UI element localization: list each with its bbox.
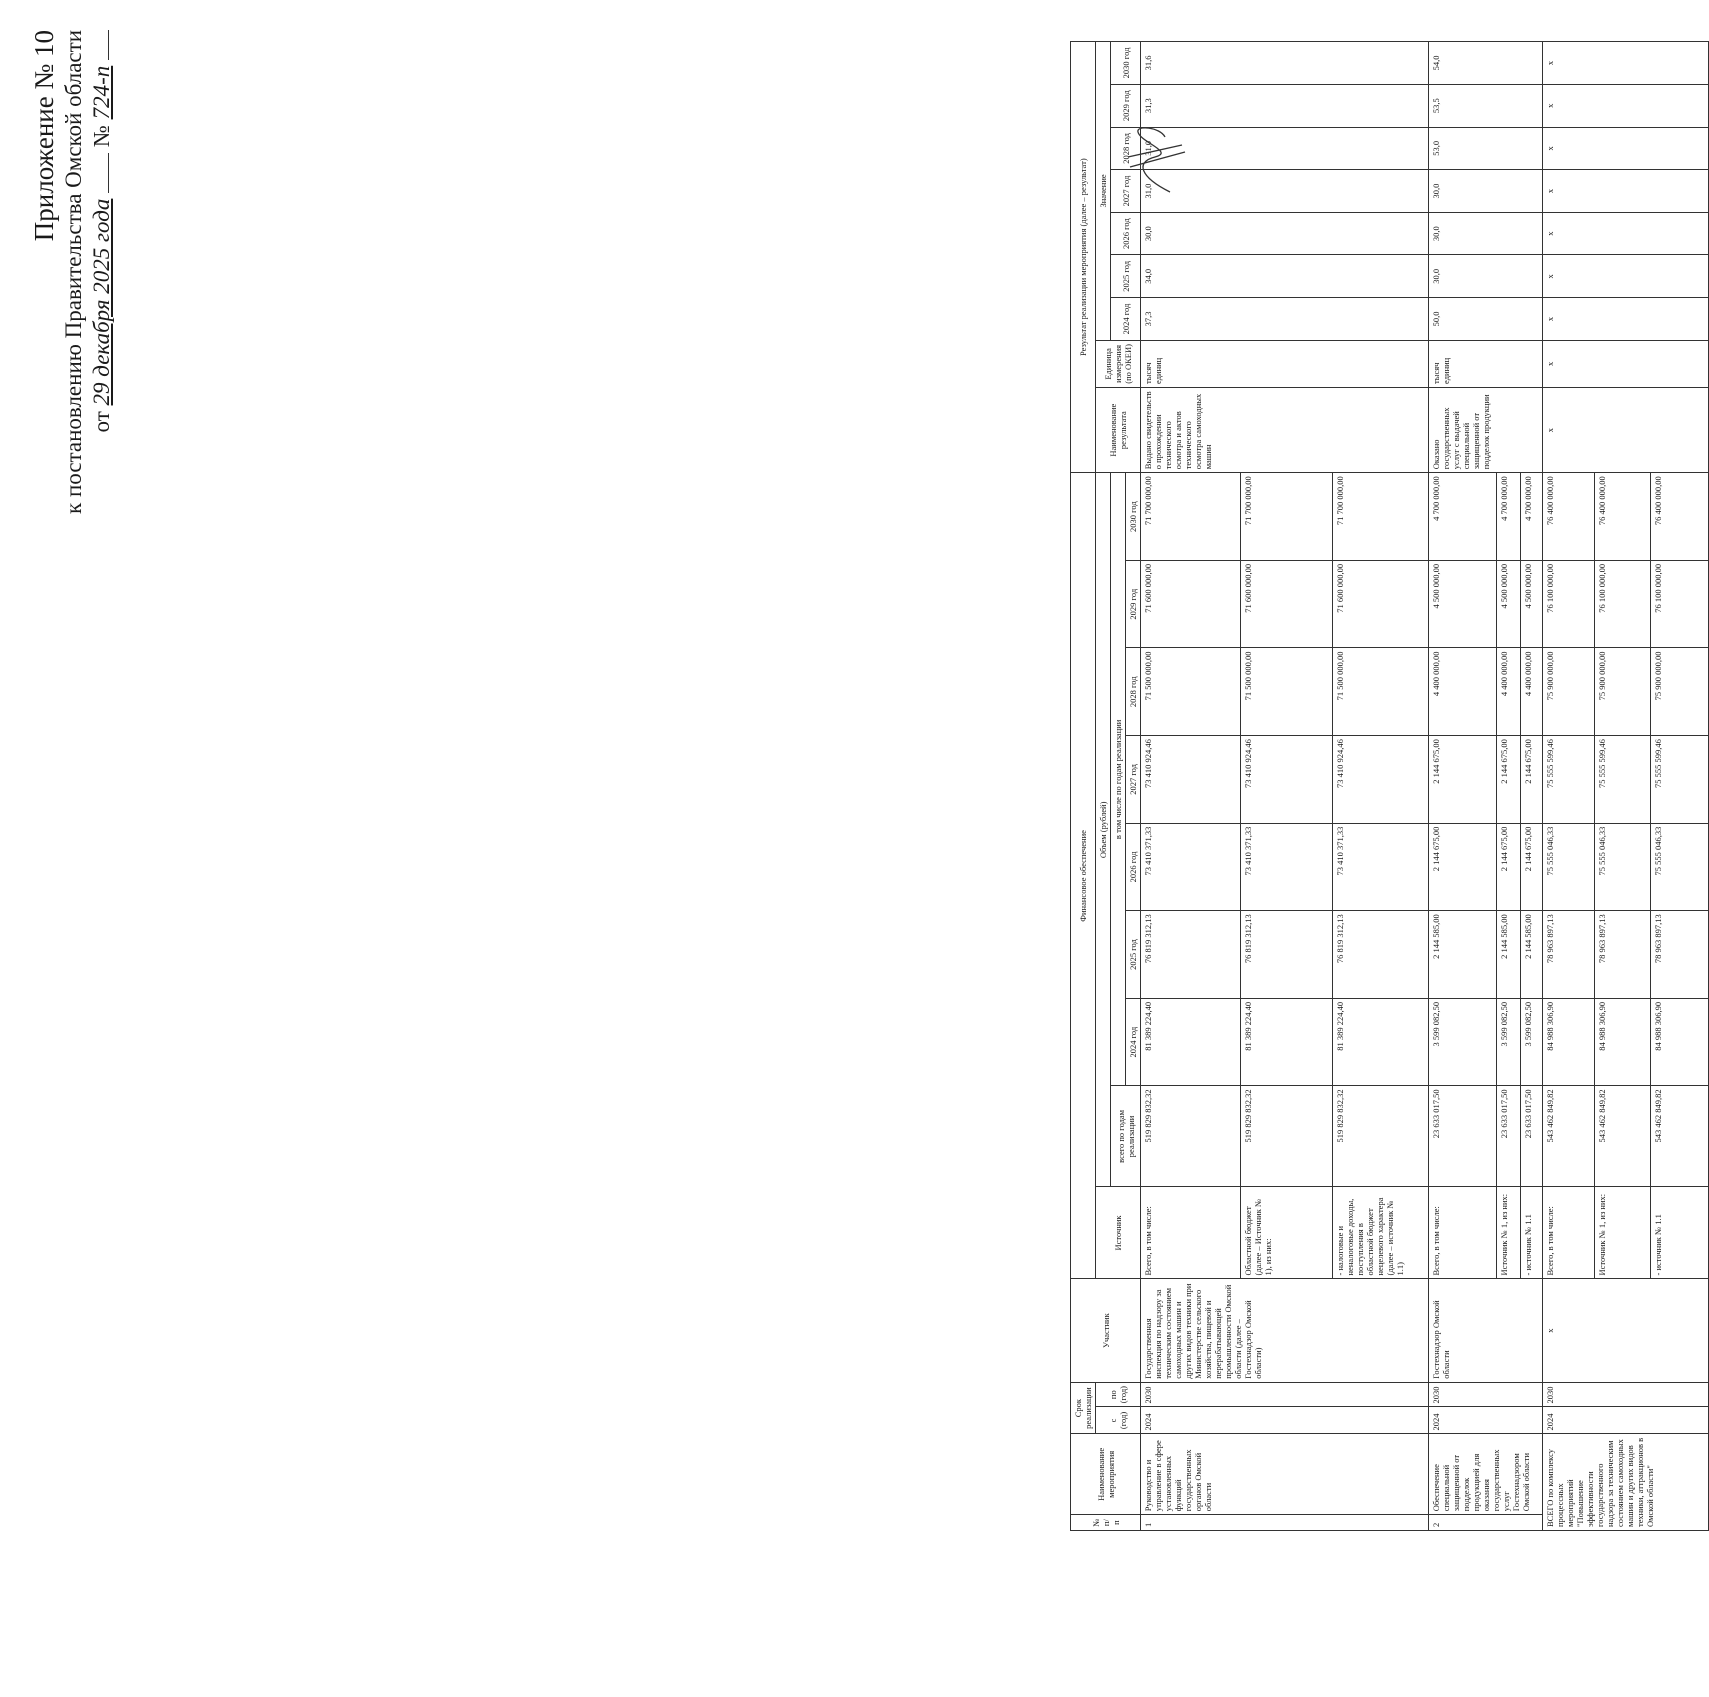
year-amount: 75 555 046,33 [1543,823,1595,911]
year-amount: 4 400 000,00 [1497,648,1521,736]
source: Источник № 1, из них: [1497,1187,1521,1279]
year-amount: 76 819 312,13 [1141,911,1241,999]
year-amount: 4 500 000,00 [1429,560,1497,648]
th-participant: Участник [1071,1279,1141,1382]
appendix-title: Приложение № 10 [29,30,59,242]
th-year-value: 2026 год [1111,212,1141,255]
year-amount: 71 500 000,00 [1333,648,1429,736]
total-amount: 519 829 832,32 [1141,1086,1241,1187]
resolution-date-line [88,30,116,630]
resolution-reference: к постановлению Правительства Омской области [61,30,86,514]
total-amount: 23 633 017,50 [1521,1086,1543,1187]
total-row-title: ВСЕГО по комплексу процессных мероприятий "Повышение эффективности государственного надзора за техническим состоянием самоходных машин и других видов техники, аттракционов в Омской области" [1543,1434,1709,1531]
year-amount: 71 500 000,00 [1241,648,1333,736]
year-amount: 78 963 897,13 [1651,911,1709,999]
term-to: 2030 [1429,1382,1543,1407]
event-name: Обеспечение специальной защищенной от подделок продукцией для оказания государственных услуг Гостехнадзором Омской области [1429,1434,1543,1515]
year-amount: 84 988 306,90 [1651,998,1709,1086]
result-value: x [1543,255,1709,298]
year-amount: 71 700 000,00 [1141,473,1241,561]
result-value: 31,0 [1141,170,1429,213]
th-year-fin: 2030 год [1126,473,1141,561]
year-amount: 78 963 897,13 [1543,911,1595,999]
year-amount: 81 389 224,40 [1241,998,1333,1086]
result-name: x [1543,387,1709,472]
year-amount: 73 410 924,46 [1141,736,1241,824]
year-amount: 75 555 599,46 [1595,736,1651,824]
source: Всего, в том числе: [1141,1187,1241,1279]
result-name: Выдано свидетельств о прохождении технического осмотра и актов технического осмотра самоходных машин [1141,387,1429,472]
total-amount: 23 633 017,50 [1429,1086,1497,1187]
th-year-value: 2030 год [1111,42,1141,85]
year-amount: 76 100 000,00 [1543,560,1595,648]
year-amount: 3 599 082,50 [1429,998,1497,1086]
term-to: 2030 [1141,1382,1429,1407]
year-amount: 4 500 000,00 [1497,560,1521,648]
result-value: 54,0 [1429,42,1543,85]
result-value: x [1543,84,1709,127]
th-total: всего по годам реализации [1111,1086,1141,1187]
th-year-value: 2027 год [1111,170,1141,213]
year-amount: 4 700 000,00 [1429,473,1497,561]
year-amount: 78 963 897,13 [1595,911,1651,999]
year-amount: 3 599 082,50 [1521,998,1543,1086]
result-value: x [1543,170,1709,213]
th-year-value: 2025 год [1111,255,1141,298]
total-amount: 519 829 832,32 [1241,1086,1333,1187]
year-amount: 71 700 000,00 [1241,473,1333,561]
total-amount: 543 462 849,82 [1651,1086,1709,1187]
year-amount: 75 900 000,00 [1543,648,1595,736]
total-amount: 543 462 849,82 [1543,1086,1595,1187]
year-amount: 76 819 312,13 [1333,911,1429,999]
th-by-years: в том числе по годам реализации [1111,473,1126,1086]
term-to: 2030 [1543,1382,1709,1407]
result-value: 31,6 [1141,42,1429,85]
year-amount: 73 410 371,33 [1241,823,1333,911]
source: Всего, в том числе: [1543,1187,1595,1279]
term-from: 2024 [1141,1407,1429,1434]
th-year-fin: 2026 год [1126,823,1141,911]
total-amount: 23 633 017,50 [1497,1086,1521,1187]
result-value: 30,0 [1429,255,1543,298]
year-amount: 71 500 000,00 [1141,648,1241,736]
year-amount: 76 400 000,00 [1595,473,1651,561]
th-year-value: 2029 год [1111,84,1141,127]
year-amount: 75 555 046,33 [1651,823,1709,911]
document-header [28,30,116,630]
result-value: 30,0 [1141,212,1429,255]
year-amount: 2 144 675,00 [1497,736,1521,824]
source: Источник № 1, из них: [1595,1187,1651,1279]
year-amount: 2 144 675,00 [1497,823,1521,911]
source: Всего, в том числе: [1429,1187,1497,1279]
result-unit: тысяч единиц [1141,340,1429,387]
source: - налоговые и неналоговые доходы, поступления в областной бюджет нецелевого характера (далее – источник № 1.1) [1333,1187,1429,1279]
year-amount: 76 100 000,00 [1651,560,1709,648]
table-row [1543,42,1595,1531]
year-amount: 75 555 599,46 [1651,736,1709,824]
year-amount: 4 700 000,00 [1521,473,1543,561]
year-amount: 84 988 306,90 [1543,998,1595,1086]
result-value: 34,0 [1141,255,1429,298]
result-name: Оказано государственных услуг с выдачей специальной защищенной от подделок продукции [1429,387,1543,472]
year-amount: 2 144 675,00 [1521,823,1543,911]
year-amount: 4 500 000,00 [1521,560,1543,648]
year-amount: 2 144 585,00 [1429,911,1497,999]
th-to: по (год) [1096,1382,1141,1407]
year-amount: 81 389 224,40 [1141,998,1241,1086]
year-amount: 84 988 306,90 [1595,998,1651,1086]
year-amount: 4 400 000,00 [1521,648,1543,736]
year-amount: 71 600 000,00 [1333,560,1429,648]
financing-table [1070,41,1709,1531]
year-amount: 76 400 000,00 [1651,473,1709,561]
resolution-date: 29 декабря 2025 года [89,198,114,406]
year-amount: 2 144 585,00 [1521,911,1543,999]
year-amount: 73 410 924,46 [1241,736,1333,824]
th-year-fin: 2025 год [1126,911,1141,999]
row-num: 1 [1141,1515,1429,1531]
th-unit: Единица измерения (по ОКЕИ) [1096,340,1141,387]
row-num: 2 [1429,1515,1543,1531]
th-year-fin: 2029 год [1126,560,1141,648]
year-amount: 73 410 371,33 [1333,823,1429,911]
year-amount: 81 389 224,40 [1333,998,1429,1086]
th-term: Срок реализации [1071,1382,1096,1434]
year-amount: 75 900 000,00 [1651,648,1709,736]
year-amount: 3 599 082,50 [1497,998,1521,1086]
result-value: x [1543,127,1709,170]
year-amount: 76 400 000,00 [1543,473,1595,561]
result-value: 50,0 [1429,298,1543,341]
from-label: от [89,411,114,433]
result-unit: тысяч единиц [1429,340,1543,387]
year-amount: 76 819 312,13 [1241,911,1333,999]
year-amount: 2 144 585,00 [1497,911,1521,999]
result-value: x [1543,298,1709,341]
year-amount: 73 410 924,46 [1333,736,1429,824]
source: - источник № 1.1 [1651,1187,1709,1279]
year-amount: 4 700 000,00 [1497,473,1521,561]
year-amount: 71 600 000,00 [1141,560,1241,648]
resolution-number: 724-п [89,65,114,120]
total-amount: 543 462 849,82 [1595,1086,1651,1187]
year-amount: 4 400 000,00 [1429,648,1497,736]
th-source: Источник [1096,1187,1141,1279]
year-amount: 76 100 000,00 [1595,560,1651,648]
th-event: Наименование мероприятия [1071,1434,1141,1515]
result-unit: x [1543,340,1709,387]
th-result: Результат реализации мероприятия (далее – результат) [1071,42,1096,473]
table-row [1141,42,1241,1531]
participant: Гостехнадзор Омской области [1429,1279,1543,1382]
result-value: 31,3 [1141,84,1429,127]
th-result-name: Наименование результата [1096,387,1141,472]
result-value: 31,0 [1141,127,1429,170]
result-value: x [1543,212,1709,255]
source: Областной бюджет (далее – Источник № 1), из них: [1241,1187,1333,1279]
year-amount: 75 900 000,00 [1595,648,1651,736]
year-amount: 73 410 371,33 [1141,823,1241,911]
year-amount: 71 600 000,00 [1241,560,1333,648]
year-amount: 2 144 675,00 [1429,736,1497,824]
result-value: 53,0 [1429,127,1543,170]
th-year-value: 2024 год [1111,298,1141,341]
th-from: с (год) [1096,1407,1141,1434]
th-year-fin: 2028 год [1126,648,1141,736]
event-name: Руководство и управление в сфере установленных функций государственных органов Омской области [1141,1434,1429,1515]
th-year-fin: 2027 год [1126,736,1141,824]
term-from: 2024 [1429,1407,1543,1434]
result-value: 37,3 [1141,298,1429,341]
year-amount: 71 700 000,00 [1333,473,1429,561]
year-amount: 75 555 599,46 [1543,736,1595,824]
year-amount: 2 144 675,00 [1429,823,1497,911]
th-value: Значение [1096,42,1111,341]
source: - источник № 1.1 [1521,1187,1543,1279]
participant: x [1543,1279,1709,1382]
participant: Государственная инспекция по надзору за техническим состоянием самоходных машин и других видов техники при Министерстве сельского хозяйства, пищевой и перерабатывающей промышленности Омской области (далее – Гостехнадзор Омской области) [1141,1279,1429,1382]
number-sign: № [89,125,114,148]
handwritten-signature [1120,107,1190,197]
table-row [1429,42,1497,1531]
th-year-fin: 2024 год [1126,998,1141,1086]
result-value: x [1543,42,1709,85]
term-from: 2024 [1543,1407,1709,1434]
th-year-value: 2028 год [1111,127,1141,170]
year-amount: 2 144 675,00 [1521,736,1543,824]
result-value: 30,0 [1429,212,1543,255]
th-volume: Объем (рублей) [1096,473,1111,1187]
th-num: № п/п [1071,1515,1141,1531]
th-financing: Финансовое обеспечение [1071,473,1096,1279]
year-amount: 75 555 046,33 [1595,823,1651,911]
total-amount: 519 829 832,32 [1333,1086,1429,1187]
result-value: 53,5 [1429,84,1543,127]
result-value: 30,0 [1429,170,1543,213]
